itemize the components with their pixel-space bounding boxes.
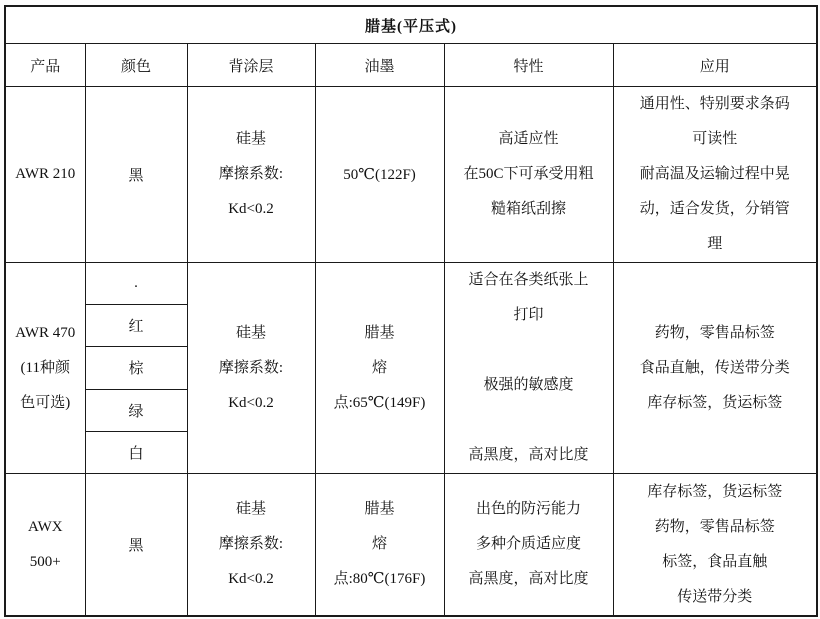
col-header-ink: 油墨 [315,44,444,87]
cell-line: 摩擦系数: [218,359,284,376]
color-cell: . [85,263,187,305]
cell-line: 摩擦系数: [218,536,284,552]
table-title: 腊基(平压式) [5,6,817,44]
cell-line: 在50C下可承受用粗 [463,166,594,182]
col-header-features: 特性 [444,44,613,87]
cell-line: Kd<0.2 [228,571,274,587]
cell-line: Kd<0.2 [228,394,274,411]
cell-line: 库存标签，货运标签 [647,394,783,411]
cell-line: 理 [707,236,723,252]
cell-line: 500+ [29,553,61,570]
cell-line: 食品直触，传送带分类 [639,359,790,376]
cell-line: 耐高温及运输过程中晃 [639,166,790,182]
cell-line: 适合在各类纸张上 [468,272,589,288]
cell-line: 熔 [371,536,387,552]
cell-line: 硅基 [235,131,266,147]
cell-line: 硅基 [235,324,266,341]
features-cell [444,263,613,474]
cell-line: 药物，零售品标签 [654,518,775,535]
cell-line: (11种颜 [20,359,70,376]
row-awr210 [5,87,817,263]
applications-cell [613,87,817,263]
product-cell: AWR 210 [5,87,85,263]
cell-line: 标签，食品直触 [662,553,768,570]
cell-line: 药物，零售品标签 [654,324,775,341]
cell-line: 多种介质适应度 [475,536,581,552]
col-header-backcoat: 背涂层 [187,44,315,87]
col-header-product: 产品 [5,44,85,87]
features-cell [444,474,613,617]
features-cell [444,87,613,263]
applications-cell [613,263,817,474]
color-cell: 棕 [85,347,187,389]
product-cell [5,263,85,474]
cell-line: 点:65℃(149F) [333,394,426,411]
cell-line: 打印 [513,307,544,323]
cell-line: AWR 470 [15,324,76,341]
color-cell: 红 [85,305,187,347]
backcoat-cell [187,87,315,263]
cell-line: 摩擦系数: [218,166,284,182]
cell-line: 高黑度，高对比度 [468,571,589,587]
cell-line: 出色的防污能力 [475,501,581,517]
product-cell [5,474,85,617]
header-row [5,44,817,87]
cell-line: 高黑度，高对比度 [468,447,589,463]
cell-line [449,333,609,368]
cell-line [449,403,609,438]
color-cell: 白 [85,431,187,473]
col-header-color: 颜色 [85,44,187,87]
ink-cell [315,474,444,617]
ribbon-spec-table [4,5,818,617]
title-row [5,6,817,44]
color-cell: 绿 [85,389,187,431]
cell-line: 通用性、特别要求条码 [639,96,790,112]
color-cell: 黑 [85,474,187,617]
backcoat-cell [187,263,315,474]
cell-line: AWX [27,518,63,535]
cell-line: 糙箱纸刮擦 [490,201,566,217]
color-cell: 黑 [85,87,187,263]
cell-line: 腊基 [364,324,395,341]
cell-line: 极强的敏感度 [483,377,574,393]
row-awx500 [5,474,817,617]
applications-cell [613,474,817,617]
cell-line: 传送带分类 [677,588,753,605]
cell-line: 硅基 [235,501,266,517]
cell-line: Kd<0.2 [228,201,274,217]
cell-line: 熔 [371,359,387,376]
cell-line: 动，适合发货，分销管 [639,201,790,217]
cell-line: 腊基 [364,501,395,517]
ink-cell: 50℃(122F) [315,87,444,263]
col-header-applications: 应用 [613,44,817,87]
cell-line: 可读性 [692,131,738,147]
cell-line: 库存标签，货运标签 [647,483,783,500]
cell-line: 高适应性 [498,131,559,147]
cell-line: 点:80℃(176F) [333,571,426,587]
row-awr470 [5,263,817,305]
cell-line: 色可选) [20,394,71,411]
backcoat-cell [187,474,315,617]
ink-cell [315,263,444,474]
